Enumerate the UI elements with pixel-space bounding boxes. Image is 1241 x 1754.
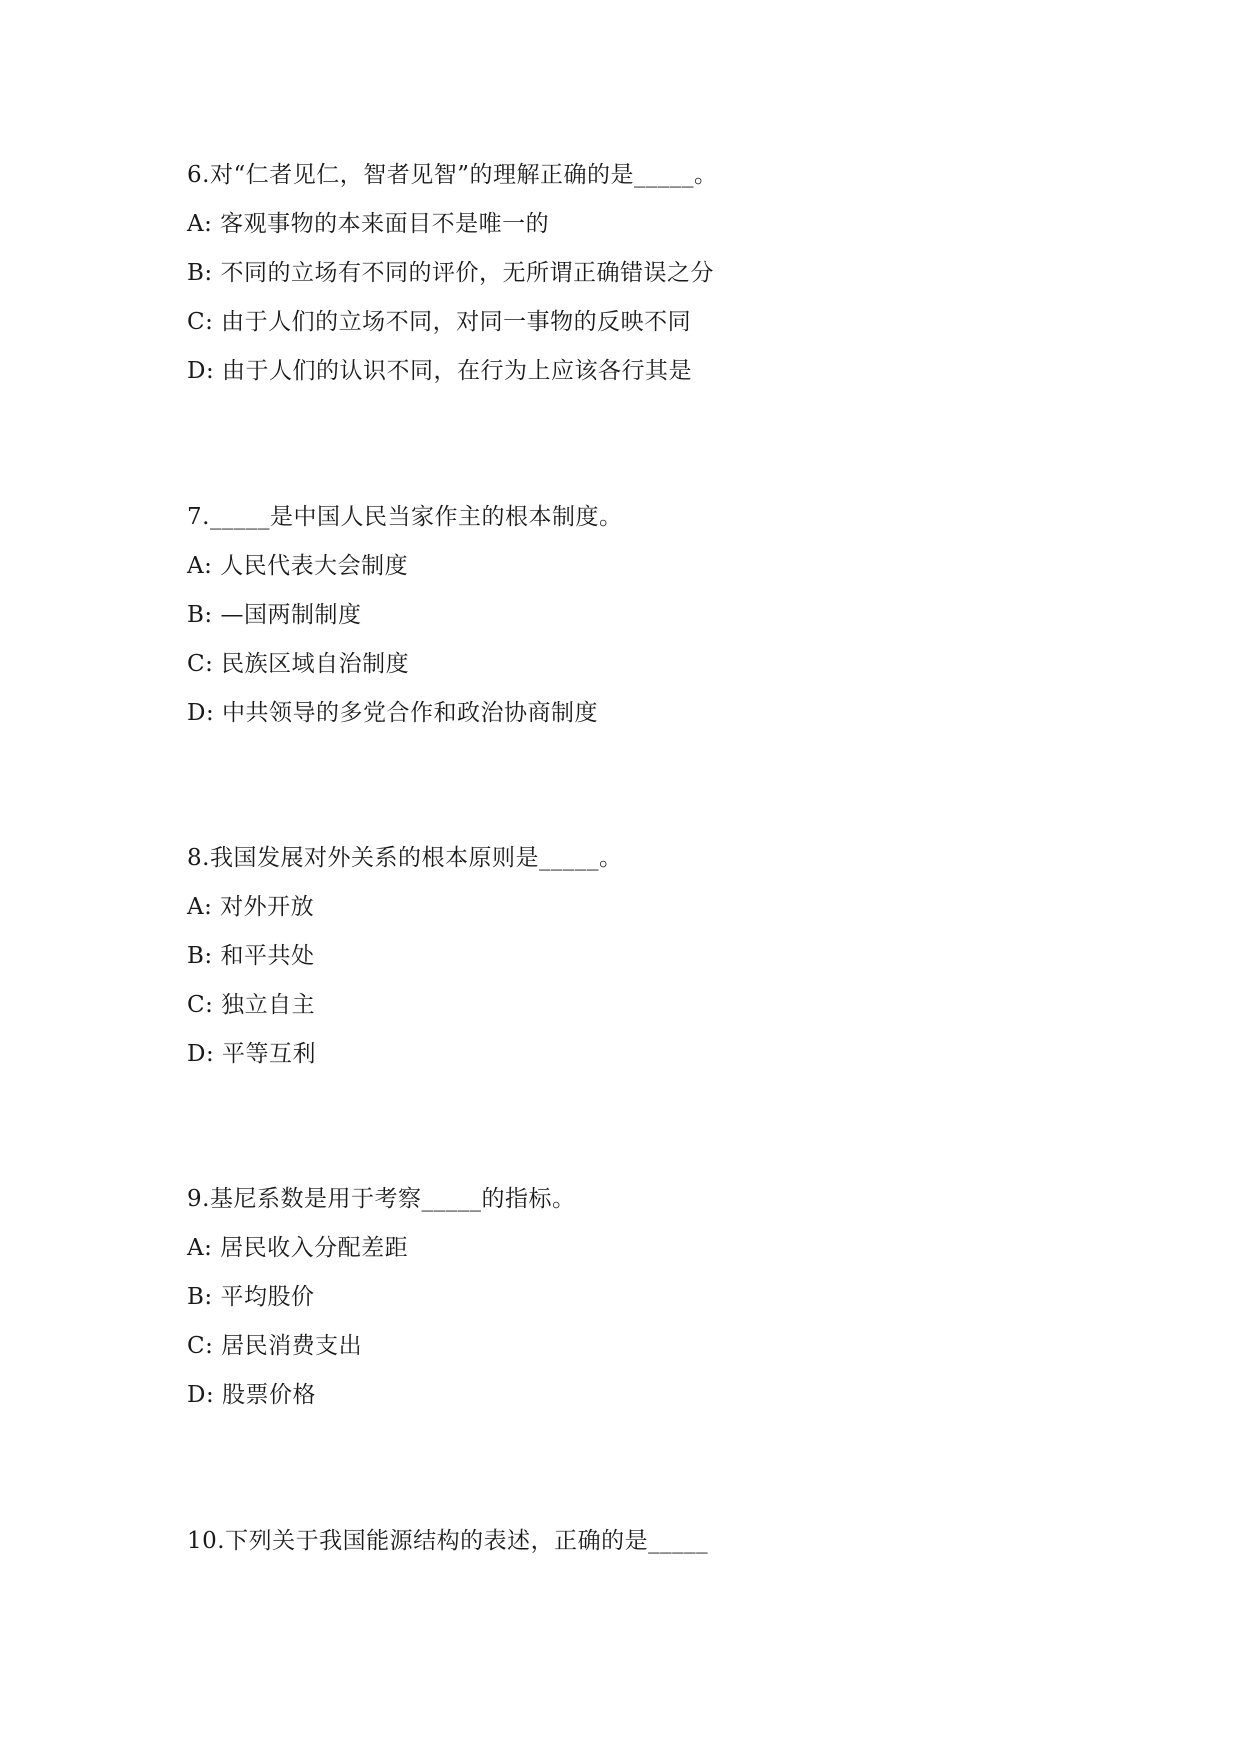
question-8-option-c: C: 独立自主 xyxy=(187,992,316,1018)
question-8-stem: 8.我国发展对外关系的根本原则是_____。 xyxy=(187,845,623,871)
question-9-stem: 9.基尼系数是用于考察_____的指标。 xyxy=(187,1186,576,1212)
question-6-option-c: C: 由于人们的立场不同，对同一事物的反映不同 xyxy=(187,309,692,335)
question-9-option-b: B: 平均股价 xyxy=(187,1284,315,1310)
question-9-option-d: D: 股票价格 xyxy=(187,1382,317,1408)
question-8-option-b: B: 和平共处 xyxy=(187,943,315,969)
question-10-stem: 10.下列关于我国能源结构的表述，正确的是_____ xyxy=(187,1528,709,1554)
question-7-option-c: C: 民族区域自治制度 xyxy=(187,651,410,677)
question-6-option-a: A: 客观事物的本来面目不是唯一的 xyxy=(187,211,550,237)
question-7-option-b: B: —国两制制度 xyxy=(187,602,362,628)
question-6-option-d: D: 由于人们的认识不同，在行为上应该各行其是 xyxy=(187,358,693,384)
question-7-stem: 7._____是中国人民当家作主的根本制度。 xyxy=(187,504,623,530)
question-8-option-d: D: 平等互利 xyxy=(187,1041,317,1067)
question-9-option-c: C: 居民消费支出 xyxy=(187,1333,363,1359)
question-6-stem: 6.对“仁者见仁，智者见智”的理解正确的是_____。 xyxy=(187,162,718,188)
question-7-option-d: D: 中共领导的多党合作和政治协商制度 xyxy=(187,700,599,726)
question-6-option-b: B: 不同的立场有不同的评价，无所谓正确错误之分 xyxy=(187,260,714,286)
question-7-option-a: A: 人民代表大会制度 xyxy=(187,553,409,579)
question-8-option-a: A: 对外开放 xyxy=(187,894,315,920)
question-9-option-a: A: 居民收入分配差距 xyxy=(187,1235,409,1261)
